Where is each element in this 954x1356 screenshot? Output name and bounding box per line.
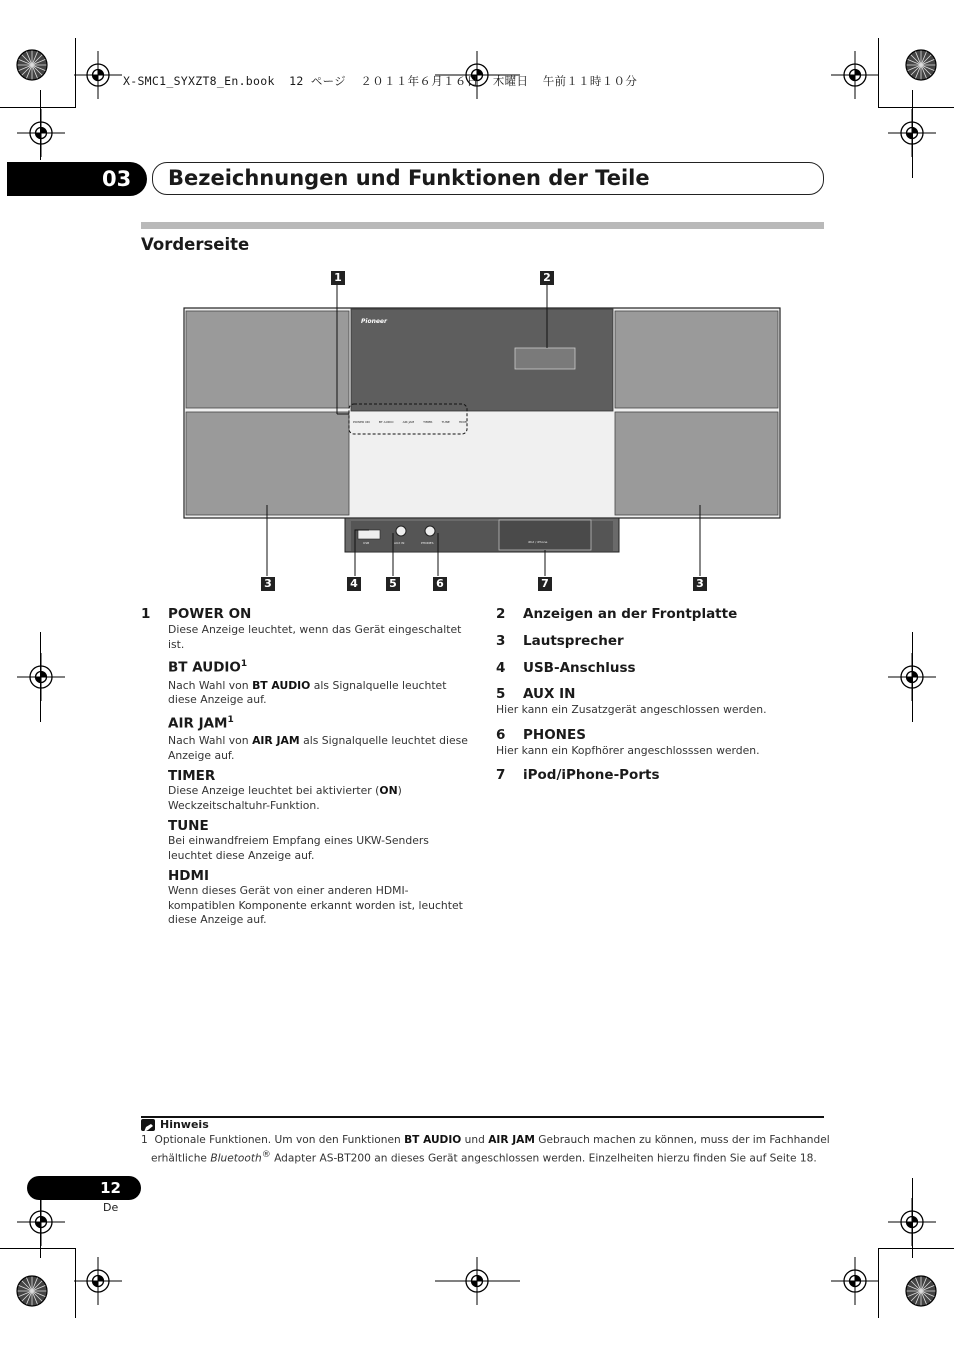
right-column [496,606,826,784]
item-heading: Lautsprecher [523,633,624,649]
item-heading-power-on: POWER ON [168,606,252,622]
speaker-left-bottom [186,412,349,515]
item-heading-bt-audio: BT AUDIO$^1$ [168,659,248,676]
indicator-label: TIMER [423,420,433,424]
chapter-title: Bezeichnungen und Funktionen der Teile [168,166,650,190]
callout-2: 2 [540,271,554,285]
item-text: Nach Wahl von AIR JAM als Signalquelle leuchtet diese Anzeige auf. [168,734,468,762]
note-rule [141,1116,824,1118]
jack-label-usb: USB [363,541,370,545]
item-number: 5 [496,686,506,702]
section-rule [141,222,824,229]
item-heading-air-jam: AIR JAM$^1$ [168,714,234,731]
callout-3-right: 3 [693,577,707,591]
item-heading-hdmi: HDMI [168,868,209,884]
dock-label: iPod / iPhone [528,540,548,544]
item-text: Hier kann ein Kopfhörer angeschlosssen werden. [496,743,760,757]
device-illustration [183,268,783,598]
item-heading: Anzeigen an der Frontplatte [523,606,738,622]
usb-port [358,530,380,539]
jack-label-phones: PHONES [421,541,434,545]
item-heading: iPod/iPhone-Ports [523,767,660,783]
callout-1: 1 [331,271,345,285]
item-text: Bei einwandfreiem Empfang eines UKW-Senders leuchtet diese Anzeige auf. [168,834,429,862]
brand-logo: Pioneer [361,318,387,325]
page-number: 12 [100,1179,121,1197]
callout-7: 7 [538,577,552,591]
section-title: Vorderseite [141,235,250,254]
item-text: Wenn dieses Gerät von einer anderen HDMI-kompatiblen Komponente erkannt worden ist, leuchtet diese Anzeige auf. [168,884,463,926]
aux-jack [396,526,406,536]
page-number-badge [27,1176,141,1200]
item-text: Hier kann ein Zusatzgerät angeschlossen werden. [496,703,767,716]
item-number: 7 [496,767,506,783]
callout-5: 5 [386,577,400,591]
indicator-label: POWER ON [353,420,370,424]
speaker-left-top [186,311,349,408]
note-icon [141,1119,155,1131]
item-number: 6 [496,726,506,743]
item-number: 4 [496,660,506,676]
note-title: Hinweis [160,1118,209,1131]
left-column [141,606,471,928]
item-heading-tune: TUNE [168,818,209,834]
item-number: 3 [496,633,506,649]
item-number: 1 [141,606,151,622]
front-display [515,348,575,369]
item-number: 2 [496,606,506,622]
callout-4: 4 [347,577,361,591]
chapter-tab [7,162,147,196]
note-text: 1 Optionale Funktionen. Um von den Funktionen BT AUDIO und AIR JAM Gebrauch machen zu können, muss der im Fachhandel erhältliche Bluetooth® Adapter AS-BT200 an dieses Gerät angeschlossen werden. Einzelheiten hierzu finden Sie auf Seite 18. [141,1134,830,1165]
print-header: X-SMC1_SYXZT8_En.book 12 ページ ２０１１年６月１６日 木曜日 午前１１時１０分 [123,74,638,88]
item-heading: USB-Anschluss [523,660,636,676]
callout-6: 6 [433,577,447,591]
item-text: Diese Anzeige leuchtet, wenn das Gerät eingeschaltet ist. [168,623,462,651]
indicator-label: AIR JAM [402,420,415,424]
front-panel-figure [183,268,783,598]
phones-jack [425,526,435,536]
callout-3-left: 3 [261,577,275,591]
speaker-right-top [615,311,778,408]
indicator-label: HDMI [458,420,467,424]
item-text: Diese Anzeige leuchtet bei aktivierter (ON) Weckzeitschaltuhr-Funktion. [168,784,402,812]
chapter-title-box [152,162,824,195]
indicator-label: TUNE [441,420,450,424]
jack-label-aux: AUX IN [394,541,405,545]
chapter-number: 03 [102,167,132,191]
speaker-right-bottom [615,412,778,515]
indicator-row [353,420,467,424]
item-heading: AUX IN [523,686,576,702]
item-heading: PHONES [523,726,586,743]
indicator-label: BT AUDIO [378,420,394,424]
page-language: De [103,1201,119,1214]
ipod-dock [499,520,591,550]
item-text: Nach Wahl von BT AUDIO als Signalquelle leuchtet diese Anzeige auf. [168,678,447,706]
item-heading-timer: TIMER [168,768,216,784]
